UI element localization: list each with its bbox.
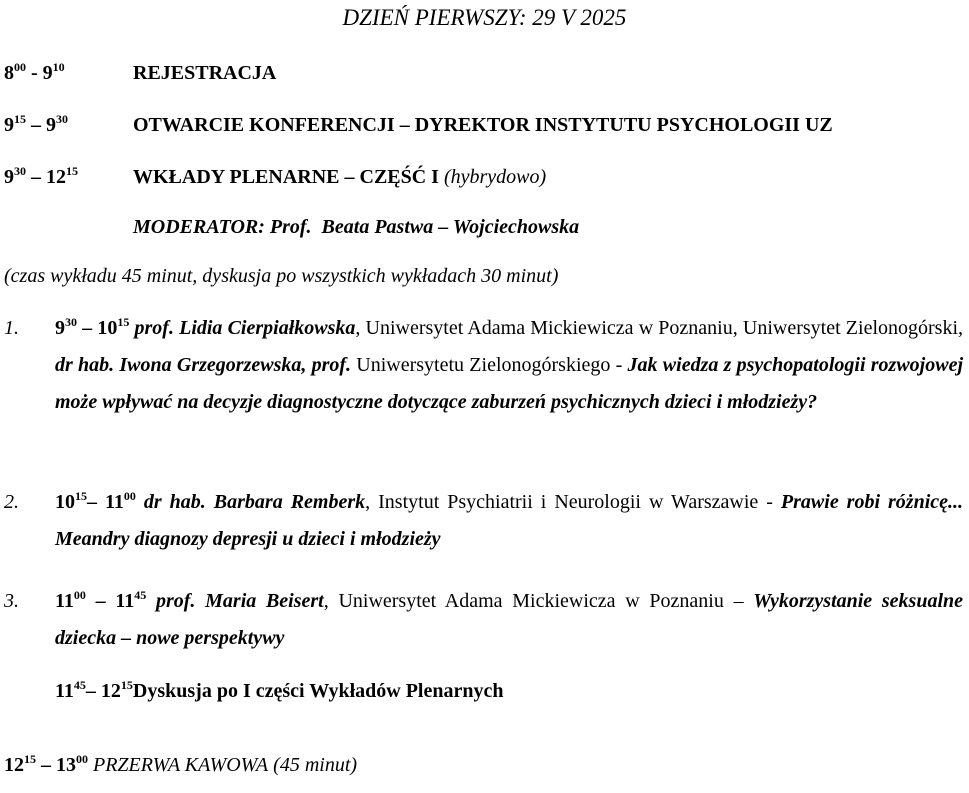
schedule-label-note: (hybrydowo) (443, 166, 547, 188)
lecture-speaker: dr hab. Iwona Grzegorzewska, prof. (55, 354, 352, 376)
time-range: $8^{00} - 9^{10}$ (4, 60, 65, 84)
schedule-label: REJESTRACJA (133, 62, 277, 84)
day-title: DZIEŃ PIERWSZY: 29 V 2025 (342, 5, 627, 30)
lecture-item (4, 583, 963, 657)
lecture-affiliation: Uniwersytetu Zielonogórskiego - (351, 354, 628, 376)
time-range: $9^{15} - 9^{30}$ (4, 112, 68, 136)
timing-note: (czas wykładu 45 minut, dyskusja po wszystkich wykładach 30 minut) (4, 265, 559, 287)
discussion-time: $11^{45}-$ $12^{15}$ (55, 678, 133, 702)
lecture-speaker: prof. Lidia Cierpiałkowska (134, 317, 356, 339)
discussion-row (55, 678, 504, 704)
lecture-affiliation: , Uniwersytet Adama Mickiewicza w Poznaniu – (323, 590, 754, 612)
lecture-time: $9^{30} - 10^{15}$ (55, 315, 130, 339)
lecture-affiliation: , Instytut Psychiatrii i Neurologii w Warszawie - (365, 491, 781, 513)
lecture-item (4, 310, 963, 421)
coffee-break-time: $12^{15} - 13^{00}$ (4, 752, 88, 776)
lecture-topic: Jak wiedza z psychopatologii rozwojowej może wpływać na decyzje diagnostyczne dotyczące zaburzeń psychicznych dzieci i młodzieży? (55, 354, 963, 413)
lecture-body (55, 310, 963, 421)
lecture-speaker: dr hab. Barbara Remberk (143, 491, 366, 513)
lecture-number: 1. (4, 317, 19, 339)
coffee-break-label: PRZERWA KAWOWA (93, 754, 269, 776)
time-range: $9^{30} - 12^{15}$ (4, 164, 78, 188)
coffee-break-row (4, 752, 357, 778)
lecture-time: $10^{15}-$ $11^{00}$ (55, 489, 136, 513)
lecture-time: $11^{00} - 11^{45}$ (55, 588, 147, 612)
lecture-item (4, 484, 963, 558)
schedule-row-registration (4, 60, 276, 86)
coffee-break-duration: (45 minut) (273, 754, 358, 776)
schedule-row-opening (4, 112, 833, 138)
lecture-body (55, 583, 963, 657)
discussion-label: Dyskusja po I części Wykładów Plenarnych (132, 680, 504, 702)
schedule-label: WKŁADY PLENARNE – CZĘŚĆ I (133, 166, 439, 188)
lecture-topic: Wykorzystanie seksualne dziecka – nowe perspektywy (55, 590, 964, 649)
schedule-label: OTWARCIE KONFERENCJI – DYREKTOR INSTYTUTU PSYCHOLOGII UZ (133, 114, 833, 136)
lecture-topic: Prawie robi różnicę... Meandry diagnozy depresji u dzieci i młodzieży (55, 491, 964, 550)
lecture-speaker: prof. Maria Beisert (155, 590, 324, 612)
lecture-affiliation: , Uniwersytet Adama Mickiewicza w Poznaniu, Uniwersytet Zielonogórski, (355, 317, 964, 339)
lecture-number: 2. (4, 491, 19, 513)
lecture-body (55, 484, 963, 558)
moderator: MODERATOR: Prof. Beata Pastwa – Wojciechowska (133, 216, 580, 238)
lecture-number: 3. (4, 590, 19, 612)
schedule-row-plenary (4, 164, 546, 190)
